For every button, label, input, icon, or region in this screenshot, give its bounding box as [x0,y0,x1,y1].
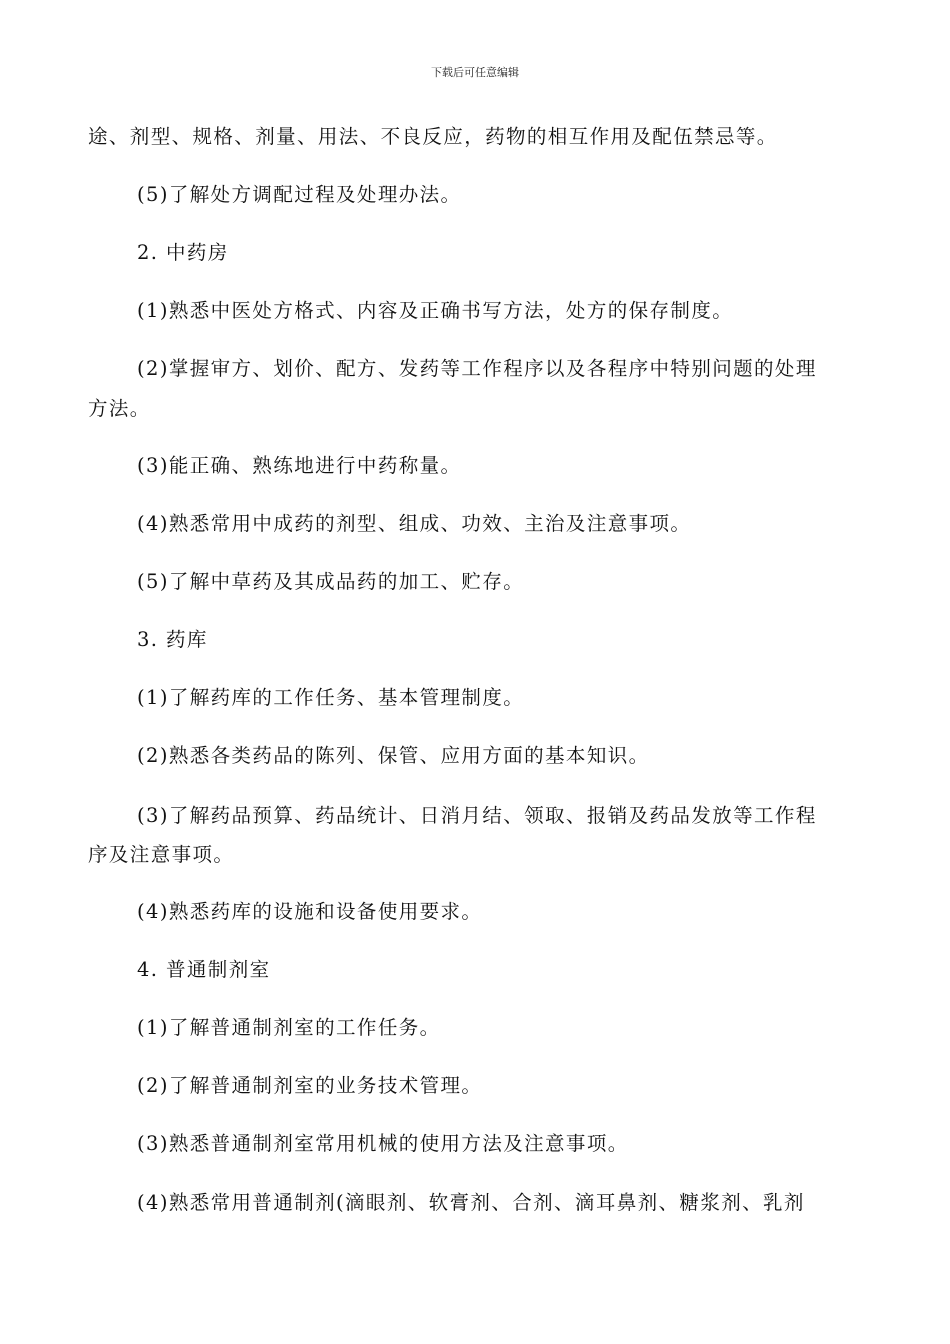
text-line: (1)了解普通制剂室的工作任务。 [137,1016,441,1039]
section-heading: 3. 药库 [137,628,208,651]
text-line: (3)了解药品预算、药品统计、日消月结、领取、报销及药品发放等工作程 [137,804,817,827]
text-line: (2)掌握审方、划价、配方、发药等工作程序以及各程序中特别问题的处理 [137,357,817,380]
section-heading: 4. 普通制剂室 [137,958,271,981]
text-line: 序及注意事项。 [88,843,235,866]
text-line: 途、剂型、规格、剂量、用法、不良反应，药物的相互作用及配伍禁忌等。 [88,125,778,148]
text-line: (1)了解药库的工作任务、基本管理制度。 [137,686,525,709]
text-line: (4)熟悉常用中成药的剂型、组成、功效、主治及注意事项。 [137,512,692,535]
text-line: (2)了解普通制剂室的业务技术管理。 [137,1074,483,1097]
text-line: (5)了解中草药及其成品药的加工、贮存。 [137,570,525,593]
text-line: (3)能正确、熟练地进行中药称量。 [137,454,462,477]
text-line: (5)了解处方调配过程及处理办法。 [137,183,462,206]
text-line: (3)熟悉普通制剂室常用机械的使用方法及注意事项。 [137,1132,629,1155]
text-line: (4)熟悉药库的设施和设备使用要求。 [137,900,483,923]
text-line: (1)熟悉中医处方格式、内容及正确书写方法，处方的保存制度。 [137,299,734,322]
text-line: (2)熟悉各类药品的陈列、保管、应用方面的基本知识。 [137,744,650,767]
text-line: (4)熟悉常用普通制剂(滴眼剂、软膏剂、合剂、滴耳鼻剂、糖浆剂、乳剂 [137,1191,805,1214]
text-line: 方法。 [88,397,151,420]
page-header: 下载后可任意编辑 [431,66,519,79]
section-heading: 2. 中药房 [137,241,229,264]
